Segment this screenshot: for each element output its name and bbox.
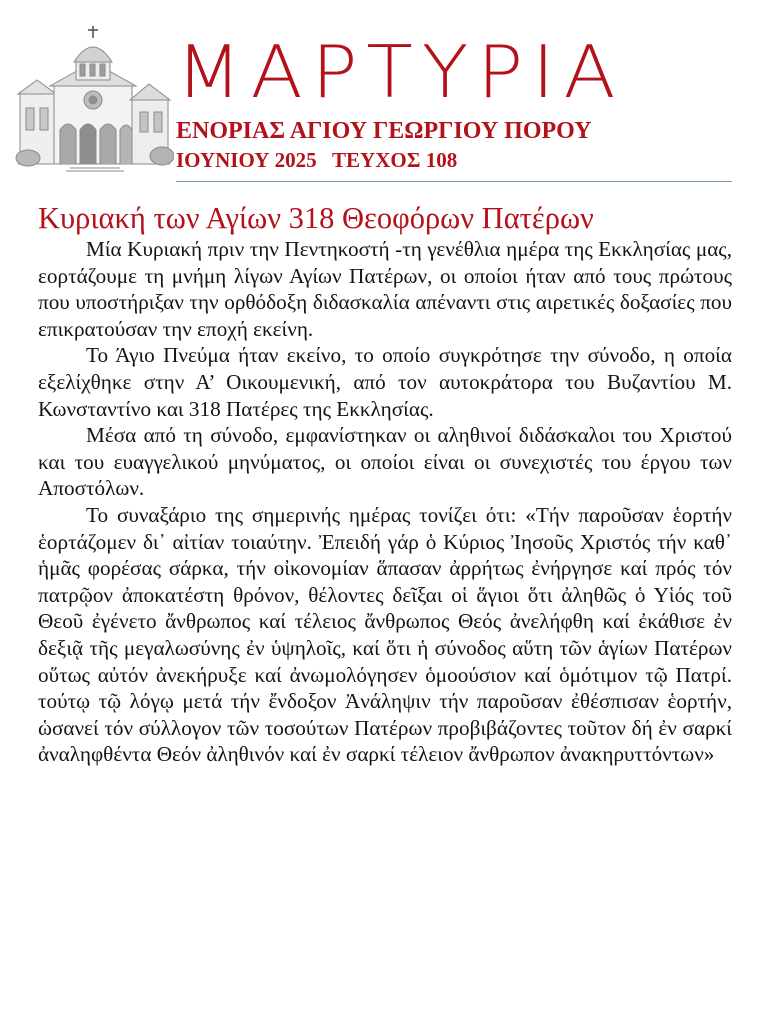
- article-paragraph: Μία Κυριακή πριν την Πεντηκοστή -τη γενέθλια ημέρα της Εκκλησίας μας, εορτάζουμε τη μνήμη λίγων Αγίων Πατέρων, οι οποίοι ήταν από τους πρώτους που υποστήριξαν την ορθόδοξη διδασκαλία απέναντι στις αιρετικές δοξασίες που επικρατούσαν την εποχή εκείνη.: [38, 237, 732, 341]
- article: [38, 200, 732, 768]
- article-title: Κυριακή των Αγίων 318 Θεοφόρων Πατέρων: [38, 201, 594, 235]
- article-paragraph: Το συναξάριο της σημερινής ημέρας τονίζει ότι: «Τήν παροῦσαν ἑορτήν ἑορτάζομεν δι᾿ αἰτίαν τοιαύτην. Ἐπειδή γάρ ὁ Κύριος Ἰησοῦς Χριστός τήν καθ᾿ ἡμᾶς φορέσας σάρκα, τήν οἰκονομίαν ἅπασαν ἀρρήτως ἐνήργησε καί πρός τόν πατρῷον ἀποκατέστη θρόνον, θέλοντες δεῖξαι οἱ ἅγιοι ὅτι ἀληθῶς ὁ Υἱός τοῦ Θεοῦ ἐγένετο ἄνθρωπος καί τέλειος ἄνθρωπος Θεός ἀνελήφθη καί ἐκάθισε ἐν δεξιᾷ τῆς μεγαλωσύνης ἐν ὑψηλοῖς, καί ὅτι ἡ σύνοδος αὕτη τῶν ἁγίων Πατέρων οὕτως αὐτόν ἀνεκήρυξε καί ἀνωμολόγησεν ὁμοούσιον καί ὁμότιμον τῷ Πατρί. τούτῳ τῷ λόγῳ μετά τήν ἔνδοξον Ἀνάληψιν τήν παροῦσαν ἐθέσπισαν ἑορτήν, ὡσανεί τόν σύλλογον τῶν τοσούτων Πατέρων προβιβάζοντες τοῦτον δή ἐν σαρκί ἀναληφθέντα Θεόν ἀληθινόν καί ἐν σαρκί τέλειον ἄνθρωπον ἀνακηρυττόντων»: [38, 502, 732, 767]
- newsletter-masthead: ΜΑΡΤΥΡΙΑ: [176, 29, 625, 114]
- church-illustration: [14, 22, 174, 172]
- header-divider: [176, 181, 732, 182]
- article-paragraph: Μέσα από τη σύνοδο, εμφανίστηκαν οι αληθινοί διδάσκαλοι του Χριστού και του ευαγγελικού μηνύματος, οι οποίοι είναι οι συνεχιστές του έργου των Αποστόλων.: [38, 423, 732, 501]
- article-paragraph: Το Άγιο Πνεύμα ήταν εκείνο, το οποίο συγκρότησε την σύνοδο, η οποία εξελίχθηκε στην Α’ Οικουμενική, από τον αυτοκράτορα του Βυζαντίου Μ. Κωνσταντίνο και 318 Πατέρες της Εκκλησίας.: [38, 343, 732, 421]
- issue-info: ΙΟΥΝΙΟΥ 2025 ΤΕΥΧΟΣ 108: [176, 148, 458, 172]
- newsletter-header: [0, 0, 768, 190]
- parish-name: ΕΝΟΡΙΑΣ ΑΓΙΟΥ ΓΕΩΡΓΙΟΥ ΠΟΡΟΥ: [176, 118, 592, 144]
